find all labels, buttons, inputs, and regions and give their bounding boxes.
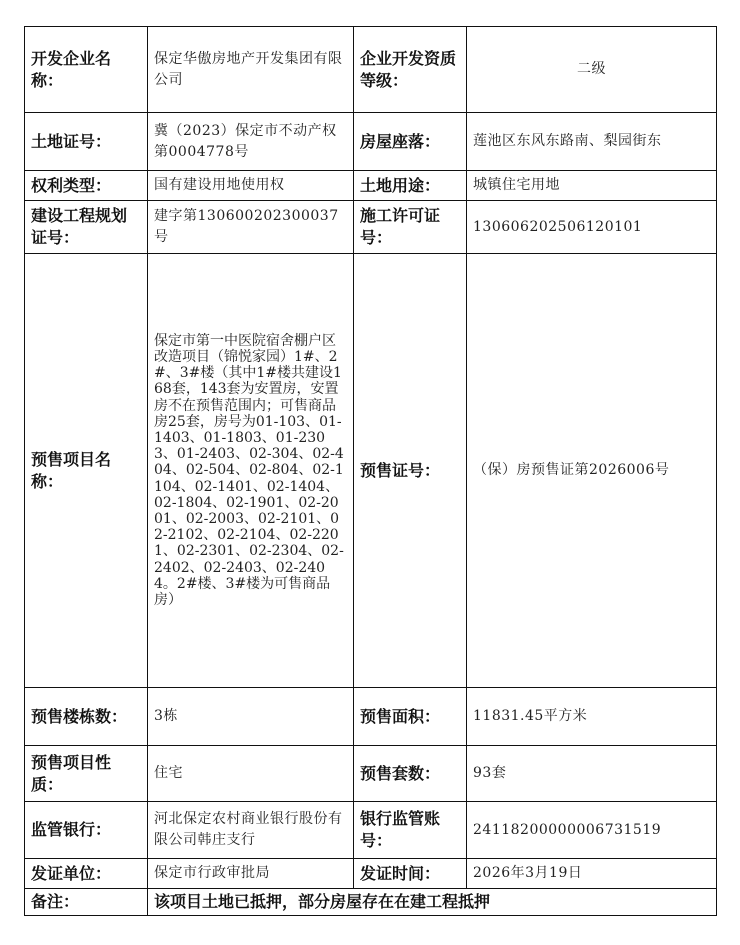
row-issuer [25,859,717,889]
row-developer [25,27,717,113]
presale-cert-label: 预售证号： [354,254,467,688]
row-buildings [25,688,717,746]
bank-account-value: 24118200000006731519 [467,802,717,859]
presale-area-value: 11831.45平方米 [467,688,717,746]
project-nature-label: 预售项目性质： [25,746,148,802]
location-value: 莲池区东风东路南、梨园街东 [467,113,717,171]
project-name-value: 保定市第一中医院宿舍棚户区改造项目（锦悦家园）1#、2#、3#楼（其中1#楼共建设168套，143套为安置房，安置房不在预售范围内；可售商品房25套，房号为01-103、01-1403、01-1803、01-2303、01-2403、02-304、02-404、02-504、02-804、02-1104、02-1401、02-1404、02-1804、02-1901、02-2001、02-2003、02-2101、02-2102、02-2104、02-2201、02-2301、02-2304、02-2402、02-2403、02-2404。2#楼、3#楼为可售商品房） [148,254,354,688]
issuer-label: 发证单位： [25,859,148,889]
rights-type-value: 国有建设用地使用权 [148,171,354,201]
building-count-label: 预售楼栋数： [25,688,148,746]
qualification-label: 企业开发资质等级： [354,27,467,113]
supervising-bank-label: 监管银行： [25,802,148,859]
supervising-bank-value: 河北保定农村商业银行股份有限公司韩庄支行 [148,802,354,859]
row-project [25,254,717,688]
land-use-value: 城镇住宅用地 [467,171,717,201]
row-rights [25,171,717,201]
unit-count-label: 预售套数： [354,746,467,802]
presale-permit-table [24,26,717,916]
building-count-value: 3栋 [148,688,354,746]
developer-value: 保定华傲房地产开发集团有限公司 [148,27,354,113]
construction-permit-label: 施工许可证号： [354,201,467,254]
issue-date-value: 2026年3月19日 [467,859,717,889]
rights-type-label: 权利类型： [25,171,148,201]
presale-area-label: 预售面积： [354,688,467,746]
remark-label: 备注： [25,889,148,916]
project-name-label: 预售项目名称： [25,254,148,688]
row-land-cert [25,113,717,171]
developer-label: 开发企业名称： [25,27,148,113]
qualification-value: 二级 [467,27,717,113]
row-remark [25,889,717,916]
bank-account-label: 银行监管账号： [354,802,467,859]
row-bank [25,802,717,859]
planning-cert-value: 建字第130600202300037号 [148,201,354,254]
construction-permit-value: 130606202506120101 [467,201,717,254]
row-planning [25,201,717,254]
row-nature [25,746,717,802]
remark-value: 该项目土地已抵押，部分房屋存在在建工程抵押 [148,889,717,916]
unit-count-value: 93套 [467,746,717,802]
land-use-label: 土地用途： [354,171,467,201]
presale-cert-value: （保）房预售证第2026006号 [467,254,717,688]
location-label: 房屋座落： [354,113,467,171]
land-cert-label: 土地证号： [25,113,148,171]
project-nature-value: 住宅 [148,746,354,802]
land-cert-value: 冀（2023）保定市不动产权第0004778号 [148,113,354,171]
planning-cert-label: 建设工程规划证号： [25,201,148,254]
issuer-value: 保定市行政审批局 [148,859,354,889]
issue-date-label: 发证时间： [354,859,467,889]
